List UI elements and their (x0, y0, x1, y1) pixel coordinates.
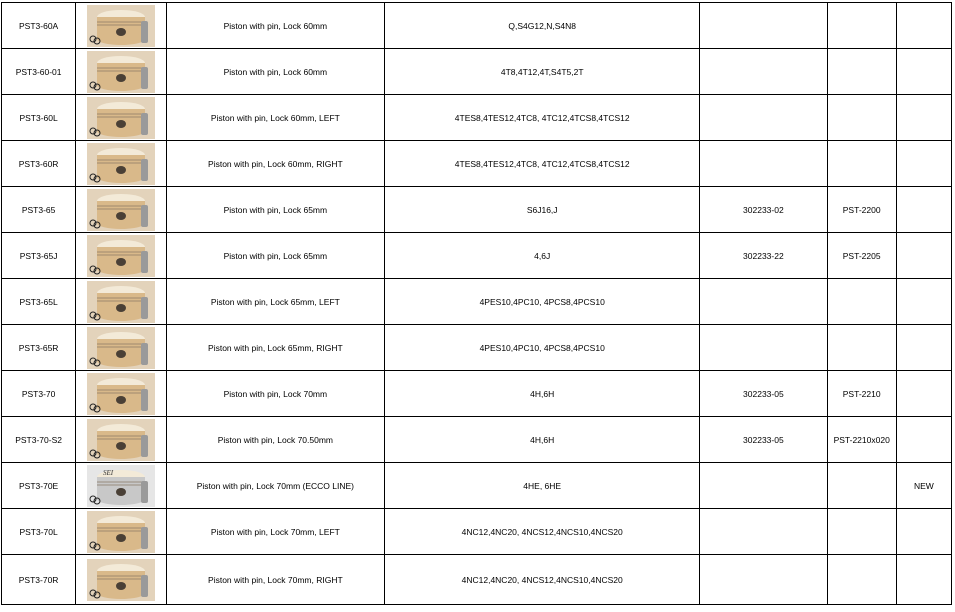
models-cell: S6J16,J (385, 187, 700, 233)
models-cell: 4PES10,4PC10, 4PCS8,4PCS10 (385, 279, 700, 325)
piston-image (87, 511, 155, 553)
reference-cell: PST-2210 (827, 371, 896, 417)
note-cell (896, 187, 951, 233)
piston-image (87, 143, 155, 185)
note-cell (896, 325, 951, 371)
note-cell (896, 3, 951, 49)
models-cell: 4NC12,4NC20, 4NCS12,4NCS10,4NCS20 (385, 509, 700, 555)
models-cell: 4HE, 6HE (385, 463, 700, 509)
piston-image (87, 5, 155, 47)
reference-cell (827, 141, 896, 187)
oem-number-cell: 302233-05 (700, 371, 827, 417)
table-row (2, 509, 952, 555)
models-cell: 4TES8,4TES12,4TC8, 4TC12,4TCS8,4TCS12 (385, 95, 700, 141)
table-row (2, 95, 952, 141)
description-cell: Piston with pin, Lock 70mm, RIGHT (166, 555, 385, 605)
table-row (2, 555, 952, 605)
table-row (2, 141, 952, 187)
note-cell: NEW (896, 463, 951, 509)
models-cell: 4TES8,4TES12,4TC8, 4TC12,4TCS8,4TCS12 (385, 141, 700, 187)
description-cell: Piston with pin, Lock 65mm, RIGHT (166, 325, 385, 371)
models-cell: 4NC12,4NC20, 4NCS12,4NCS10,4NCS20 (385, 555, 700, 605)
piston-image (87, 327, 155, 369)
piston-image-cell (76, 325, 166, 371)
reference-cell (827, 325, 896, 371)
piston-image (87, 373, 155, 415)
table-row (2, 233, 952, 279)
oem-number-cell (700, 141, 827, 187)
table-row (2, 463, 952, 509)
part-code-cell: PST3-70-S2 (2, 417, 76, 463)
models-cell: 4PES10,4PC10, 4PCS8,4PCS10 (385, 325, 700, 371)
piston-image (87, 235, 155, 277)
description-cell: Piston with pin, Lock 70mm (ECCO LINE) (166, 463, 385, 509)
piston-image-cell (76, 3, 166, 49)
oem-number-cell (700, 95, 827, 141)
description-cell: Piston with pin, Lock 65mm, LEFT (166, 279, 385, 325)
models-cell: Q,S4G12,N,S4N8 (385, 3, 700, 49)
piston-image (87, 465, 155, 507)
table-row (2, 3, 952, 49)
oem-number-cell (700, 3, 827, 49)
description-cell: Piston with pin, Lock 60mm, LEFT (166, 95, 385, 141)
note-cell (896, 233, 951, 279)
table-row (2, 279, 952, 325)
oem-number-cell: 302233-22 (700, 233, 827, 279)
piston-image (87, 51, 155, 93)
oem-number-cell (700, 49, 827, 95)
part-code-cell: PST3-65L (2, 279, 76, 325)
reference-cell (827, 49, 896, 95)
description-cell: Piston with pin, Lock 70mm, LEFT (166, 509, 385, 555)
description-cell: Piston with pin, Lock 65mm (166, 233, 385, 279)
models-cell: 4,6J (385, 233, 700, 279)
table-row (2, 417, 952, 463)
part-code-cell: PST3-70L (2, 509, 76, 555)
table-row (2, 325, 952, 371)
reference-cell: PST-2210x020 (827, 417, 896, 463)
piston-image-cell (76, 509, 166, 555)
part-code-cell: PST3-70 (2, 371, 76, 417)
reference-cell: PST-2205 (827, 233, 896, 279)
oem-number-cell (700, 325, 827, 371)
piston-image-cell (76, 49, 166, 95)
reference-cell (827, 279, 896, 325)
parts-table (1, 2, 952, 605)
description-cell: Piston with pin, Lock 70mm (166, 371, 385, 417)
piston-image-cell (76, 463, 166, 509)
note-cell (896, 141, 951, 187)
part-code-cell: PST3-60-01 (2, 49, 76, 95)
piston-image-cell (76, 141, 166, 187)
piston-image-cell (76, 95, 166, 141)
table-row (2, 187, 952, 233)
reference-cell (827, 555, 896, 605)
oem-number-cell (700, 279, 827, 325)
part-code-cell: PST3-65 (2, 187, 76, 233)
piston-image (87, 419, 155, 461)
piston-image (87, 189, 155, 231)
note-cell (896, 95, 951, 141)
oem-number-cell (700, 463, 827, 509)
models-cell: 4H,6H (385, 417, 700, 463)
piston-image-cell (76, 187, 166, 233)
piston-image-cell (76, 417, 166, 463)
description-cell: Piston with pin, Lock 70.50mm (166, 417, 385, 463)
part-code-cell: PST3-65J (2, 233, 76, 279)
oem-number-cell (700, 555, 827, 605)
table-row (2, 371, 952, 417)
reference-cell (827, 3, 896, 49)
description-cell: Piston with pin, Lock 65mm (166, 187, 385, 233)
piston-image-cell (76, 279, 166, 325)
piston-image-cell (76, 233, 166, 279)
description-cell: Piston with pin, Lock 60mm (166, 3, 385, 49)
part-code-cell: PST3-60R (2, 141, 76, 187)
description-cell: Piston with pin, Lock 60mm, RIGHT (166, 141, 385, 187)
part-code-cell: PST3-65R (2, 325, 76, 371)
reference-cell (827, 95, 896, 141)
piston-image (87, 281, 155, 323)
note-cell (896, 509, 951, 555)
part-code-cell: PST3-70E (2, 463, 76, 509)
parts-table-body (2, 3, 952, 605)
piston-image-cell (76, 555, 166, 605)
part-code-cell: PST3-70R (2, 555, 76, 605)
description-cell: Piston with pin, Lock 60mm (166, 49, 385, 95)
note-cell (896, 49, 951, 95)
reference-cell: PST-2200 (827, 187, 896, 233)
note-cell (896, 417, 951, 463)
oem-number-cell: 302233-05 (700, 417, 827, 463)
sei-logo: SEI (102, 468, 113, 477)
part-code-cell: PST3-60A (2, 3, 76, 49)
models-cell: 4H,6H (385, 371, 700, 417)
piston-image (87, 97, 155, 139)
piston-image (87, 559, 155, 601)
models-cell: 4T8,4T12,4T,S4T5,2T (385, 49, 700, 95)
note-cell (896, 555, 951, 605)
oem-number-cell (700, 509, 827, 555)
table-row (2, 49, 952, 95)
note-cell (896, 279, 951, 325)
oem-number-cell: 302233-02 (700, 187, 827, 233)
note-cell (896, 371, 951, 417)
reference-cell (827, 509, 896, 555)
part-code-cell: PST3-60L (2, 95, 76, 141)
piston-image-cell (76, 371, 166, 417)
reference-cell (827, 463, 896, 509)
